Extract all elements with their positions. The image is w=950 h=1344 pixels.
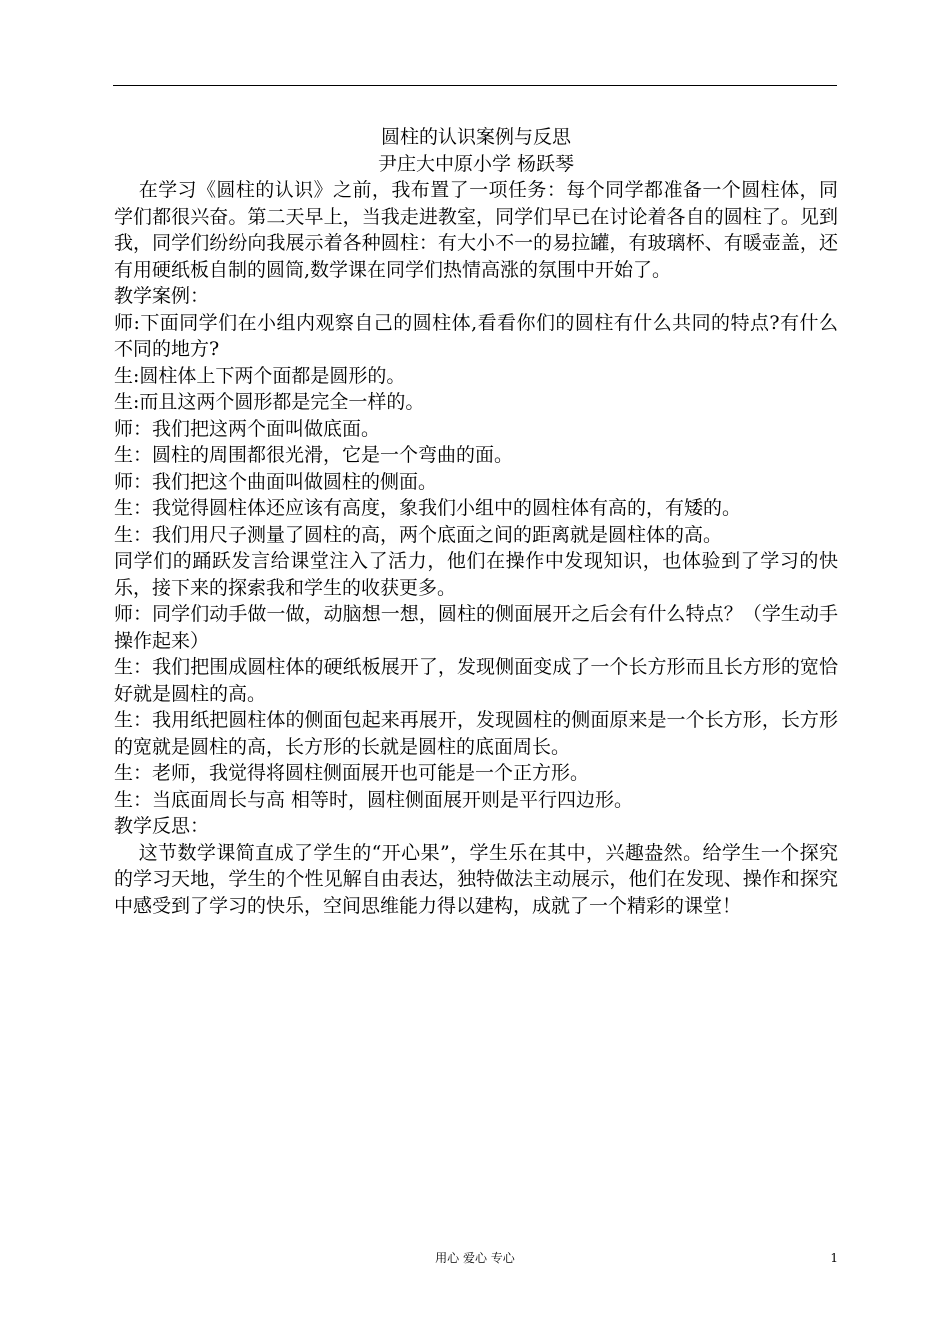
- paragraph: 师:下面同学们在小组内观察自己的圆柱体,看看你们的圆柱有什么共同的特点?有什么不同的地方?: [114, 311, 838, 360]
- paragraph: 师：我们把这个曲面叫做圆柱的侧面。: [114, 470, 438, 493]
- paragraph: 教学反思：: [114, 815, 210, 837]
- document-author: 尹庄大中原小学 杨跃琴: [377, 152, 575, 175]
- paragraph: 生：老师，我觉得将圆柱侧面展开也可能是一个正方形。: [114, 762, 590, 784]
- paragraph: 师：同学们动手做一做，动脑想一想，圆柱的侧面展开之后会有什么特点？（学生动手操作起来）: [114, 603, 838, 652]
- paragraph: 教学案例：: [114, 285, 210, 307]
- paragraph-list: [114, 177, 838, 919]
- paragraph: 同学们的踊跃发言给课堂注入了活力，他们在操作中发现知识，也体验到了学习的快乐，接下来的探索我和学生的收获更多。: [114, 550, 838, 599]
- paragraph: 生：我们用尺子测量了圆柱的高，两个底面之间的距离就是圆柱体的高。: [114, 523, 723, 546]
- paragraph: 生：我觉得圆柱体还应该有高度，象我们小组中的圆柱体有高的，有矮的。: [114, 497, 742, 519]
- paragraph: 生：当底面周长与高 相等时，圆柱侧面展开则是平行四边形。: [114, 788, 634, 811]
- page-number: 1: [830, 1251, 838, 1265]
- paragraph: 生:而且这两个圆形都是完全一样的。: [114, 391, 425, 413]
- paragraph: 这节数学课简直成了学生的“开心果”，学生乐在其中，兴趣盎然。给学生一个探究的学习天地，学生的个性见解自由表达，独特做法主动展示，他们在发现、操作和探究中感受到了学习的快乐，空间思维能力得以建构，成就了一个精彩的课堂！: [114, 841, 838, 917]
- paragraph: 生：圆柱的周围都很光滑，它是一个弯曲的面。: [114, 444, 514, 466]
- paragraph: 师：我们把这两个面叫做底面。: [114, 417, 381, 440]
- header-rule: [113, 85, 837, 86]
- document-title: 圆柱的认识案例与反思: [380, 126, 571, 148]
- document-body: [114, 124, 838, 919]
- paragraph: 在学习《圆柱的认识》之前，我布置了一项任务：每个同学都准备一个圆柱体，同学们都很兴奋。第二天早上，当我走进教室，同学们早已在讨论着各自的圆柱了。见到我，同学们纷纷向我展示着各种圆柱：有大小不一的易拉罐，有玻璃杯、有暖壶盖，还有用硬纸板自制的圆筒,数学课在同学们热情高涨的氛围中开始了。: [114, 179, 838, 281]
- paragraph: 生:圆柱体上下两个面都是圆形的。: [114, 364, 406, 387]
- paragraph: 生：我们把围成圆柱体的硬纸板展开了，发现侧面变成了一个长方形而且长方形的宽恰好就是圆柱的高。: [114, 656, 838, 705]
- footer-slogan: 用心 爱心 专心: [435, 1251, 515, 1265]
- paragraph: 生：我用纸把圆柱体的侧面包起来再展开，发现圆柱的侧面原来是一个长方形，长方形的宽就是圆柱的高，长方形的长就是圆柱的底面周长。: [114, 709, 838, 758]
